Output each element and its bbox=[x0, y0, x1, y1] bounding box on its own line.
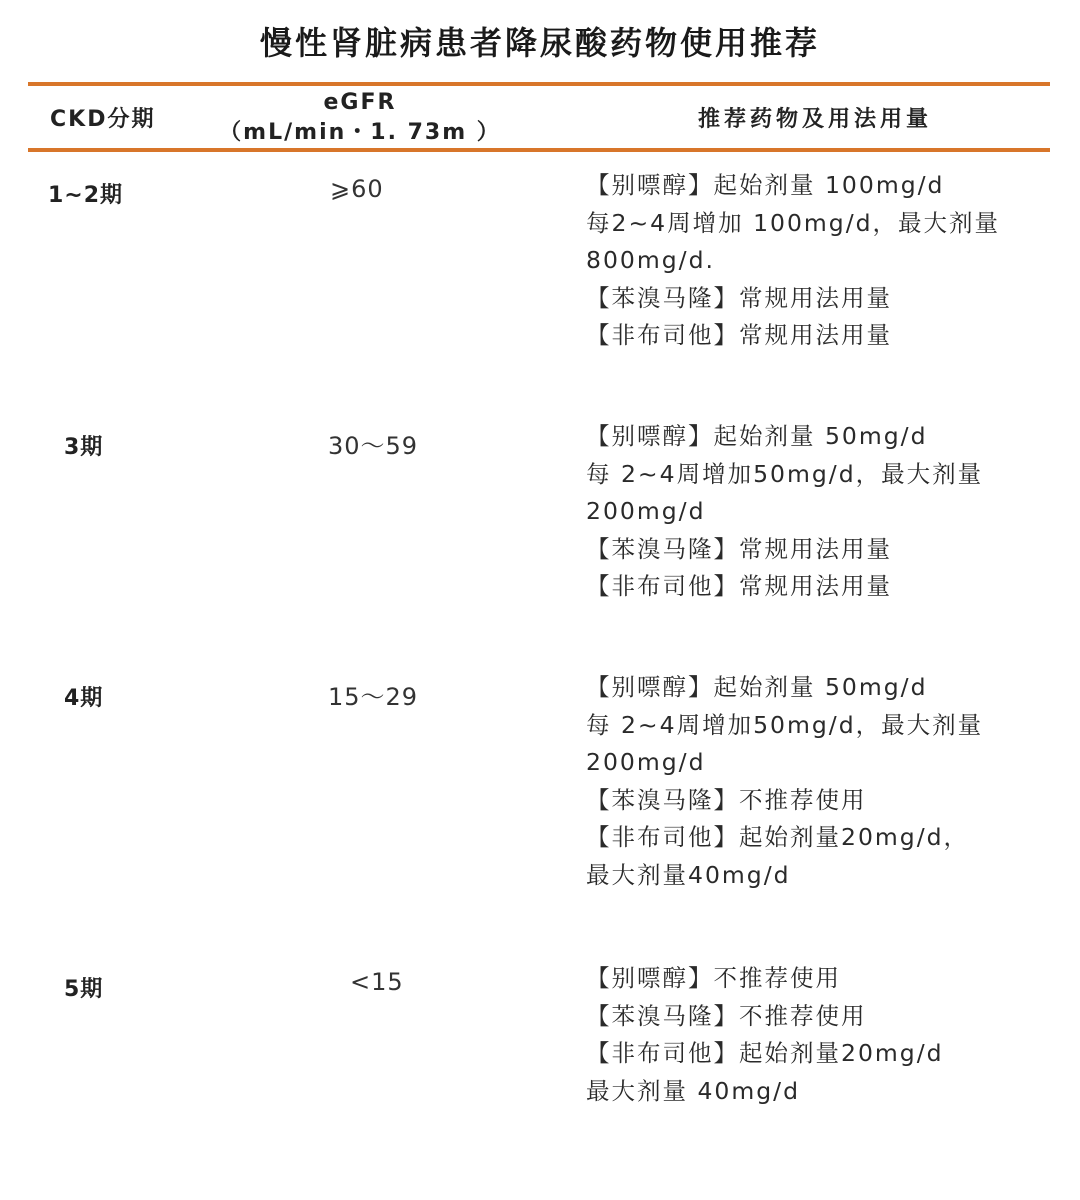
egfr-cell: <15 bbox=[350, 968, 404, 996]
stage-cell: 5期 bbox=[64, 977, 104, 1002]
recommendation-line: 【非布司他】常规用法用量 bbox=[586, 321, 892, 349]
header-bottom-rule bbox=[28, 148, 1050, 152]
recommendation-cell bbox=[586, 418, 983, 606]
recommendation-cell bbox=[586, 669, 983, 894]
recommendation-line: 【别嘌醇】起始剂量 50mg/d bbox=[586, 422, 928, 450]
column-header-ckd-stage: CKD分期 bbox=[50, 107, 156, 132]
stage-cell: 1~2期 bbox=[48, 183, 124, 208]
recommendation-line: 【非布司他】起始剂量20mg/d bbox=[586, 1039, 944, 1067]
recommendation-line: 每 2~4周增加50mg/d，最大剂量 bbox=[586, 710, 984, 739]
recommendation-line: 【苯溴马隆】不推荐使用 bbox=[586, 1001, 867, 1030]
recommendation-line: 200mg/d bbox=[586, 748, 706, 776]
recommendation-line: 【别嘌醇】不推荐使用 bbox=[586, 964, 841, 992]
stage-cell: 3期 bbox=[64, 435, 104, 460]
recommendation-line: 每 2~4周增加50mg/d，最大剂量 bbox=[586, 459, 984, 488]
recommendation-line: 【别嘌醇】起始剂量 50mg/d bbox=[586, 673, 928, 701]
stage-cell: 4期 bbox=[64, 686, 104, 711]
recommendation-line: 【别嘌醇】起始剂量 100mg/d bbox=[586, 171, 945, 199]
egfr-header-unit: （mL/min・1. 73m ） bbox=[219, 120, 501, 145]
recommendation-line: 【非布司他】常规用法用量 bbox=[586, 572, 892, 600]
recommendation-line: 200mg/d bbox=[586, 497, 706, 525]
recommendation-cell bbox=[586, 167, 1000, 355]
recommendation-cell bbox=[586, 960, 944, 1110]
egfr-cell: 15～29 bbox=[328, 683, 419, 711]
column-header-egfr bbox=[200, 88, 520, 148]
recommendation-line: 【非布司他】起始剂量20mg/d， bbox=[586, 823, 970, 851]
recommendation-line: 800mg/d. bbox=[586, 246, 715, 274]
egfr-cell: 30～59 bbox=[328, 432, 419, 460]
recommendation-line: 【苯溴马隆】常规用法用量 bbox=[586, 283, 892, 312]
recommendation-line: 【苯溴马隆】不推荐使用 bbox=[586, 785, 867, 814]
egfr-header-label: eGFR bbox=[323, 90, 397, 115]
recommendation-line: 【苯溴马隆】常规用法用量 bbox=[586, 534, 892, 563]
egfr-cell: ⩾60 bbox=[330, 175, 384, 203]
recommendation-line: 每2~4周增加 100mg/d，最大剂量 bbox=[586, 208, 1001, 237]
page-title: 慢性肾脏病患者降尿酸药物使用推荐 bbox=[259, 24, 820, 62]
recommendation-line: 最大剂量40mg/d bbox=[586, 860, 791, 889]
header-top-rule bbox=[28, 82, 1050, 86]
column-header-drugs: 推荐药物及用法用量 bbox=[697, 107, 932, 132]
recommendation-line: 最大剂量 40mg/d bbox=[586, 1076, 801, 1105]
